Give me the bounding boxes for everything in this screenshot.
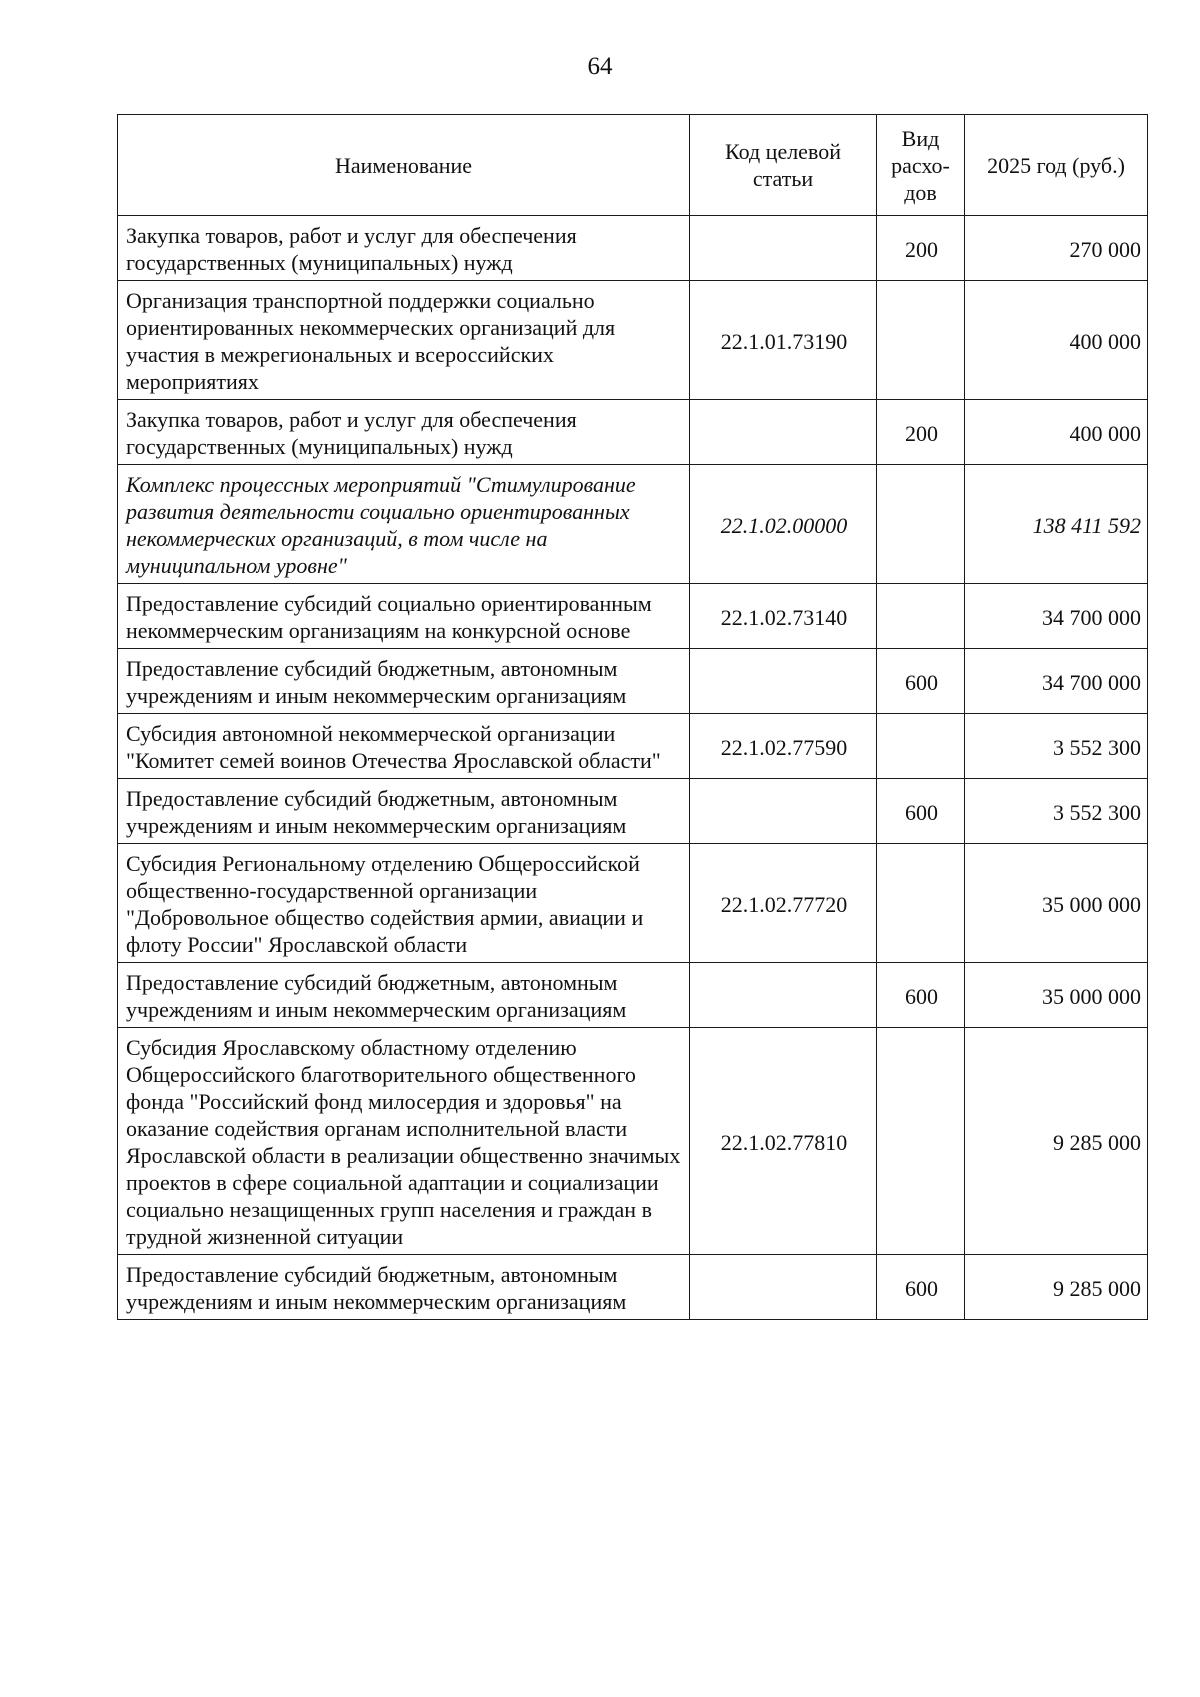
row-code-cell: 22.1.02.77720	[690, 844, 877, 963]
table-row	[118, 963, 1148, 1028]
row-kind-cell	[877, 714, 965, 779]
row-code-cell	[690, 779, 877, 844]
row-kind-cell: 200	[877, 216, 965, 281]
row-code-cell	[690, 216, 877, 281]
table-row	[118, 1028, 1148, 1255]
row-sum-cell: 9 285 000	[965, 1255, 1148, 1320]
row-code-cell: 22.1.02.77810	[690, 1028, 877, 1255]
row-code-cell	[690, 400, 877, 465]
row-kind-cell: 600	[877, 649, 965, 714]
row-name-cell: Субсидия автономной некоммерческой организации "Комитет семей воинов Отечества Ярославской области"	[118, 714, 690, 779]
header-kind: Вид расхо-дов	[877, 115, 965, 216]
table-row	[118, 779, 1148, 844]
row-code-cell: 22.1.02.00000	[690, 465, 877, 584]
table-row	[118, 281, 1148, 400]
row-sum-cell: 400 000	[965, 400, 1148, 465]
row-code-cell	[690, 649, 877, 714]
row-sum-cell: 34 700 000	[965, 584, 1148, 649]
budget-table	[117, 114, 1148, 1320]
row-name-cell: Закупка товаров, работ и услуг для обеспечения государственных (муниципальных) нужд	[118, 400, 690, 465]
header-code: Код целевой статьи	[690, 115, 877, 216]
table-body	[118, 216, 1148, 1320]
row-name-cell: Субсидия Ярославскому областному отделению Общероссийского благотворительного общественного фонда "Российский фонд милосердия и здоровья" на оказание содействия органам исполнительной власти Ярославской области в реализации общественно значимых проектов в сфере социальной адаптации и социализации социально незащищенных групп населения и граждан в трудной жизненной ситуации	[118, 1028, 690, 1255]
row-code-cell: 22.1.02.73140	[690, 584, 877, 649]
row-sum-cell: 35 000 000	[965, 844, 1148, 963]
row-code-cell	[690, 1255, 877, 1320]
row-name-cell: Предоставление субсидий бюджетным, автономным учреждениям и иным некоммерческим организациям	[118, 1255, 690, 1320]
row-code-cell: 22.1.02.77590	[690, 714, 877, 779]
row-sum-cell: 270 000	[965, 216, 1148, 281]
row-sum-cell: 35 000 000	[965, 963, 1148, 1028]
row-kind-cell	[877, 584, 965, 649]
row-name-cell: Закупка товаров, работ и услуг для обеспечения государственных (муниципальных) нужд	[118, 216, 690, 281]
row-sum-cell: 400 000	[965, 281, 1148, 400]
row-name-cell: Предоставление субсидий бюджетным, автономным учреждениям и иным некоммерческим организациям	[118, 963, 690, 1028]
header-sum: 2025 год (руб.)	[965, 115, 1148, 216]
row-name-cell: Предоставление субсидий бюджетным, автономным учреждениям и иным некоммерческим организациям	[118, 649, 690, 714]
row-kind-cell	[877, 281, 965, 400]
row-sum-cell: 9 285 000	[965, 1028, 1148, 1255]
row-kind-cell	[877, 844, 965, 963]
row-kind-cell: 600	[877, 963, 965, 1028]
table-row	[118, 400, 1148, 465]
table-header-row	[118, 115, 1148, 216]
row-name-cell: Субсидия Региональному отделению Общероссийской общественно-государственной организации "Добровольное общество содействия армии, авиации и флоту России" Ярославской области	[118, 844, 690, 963]
row-code-cell: 22.1.01.73190	[690, 281, 877, 400]
row-kind-cell	[877, 465, 965, 584]
row-name-cell: Предоставление субсидий бюджетным, автономным учреждениям и иным некоммерческим организациям	[118, 779, 690, 844]
table-row	[118, 714, 1148, 779]
row-name-cell: Предоставление субсидий социально ориентированным некоммерческим организациям на конкурсной основе	[118, 584, 690, 649]
page-number: 64	[587, 53, 613, 80]
header-name: Наименование	[118, 115, 690, 216]
table-row	[118, 465, 1148, 584]
table-row	[118, 1255, 1148, 1320]
table-row	[118, 649, 1148, 714]
row-sum-cell: 3 552 300	[965, 714, 1148, 779]
table-row	[118, 584, 1148, 649]
row-name-cell: Организация транспортной поддержки социально ориентированных некоммерческих организаций для участия в межрегиональных и всероссийских мероприятиях	[118, 281, 690, 400]
row-name-cell: Комплекс процессных мероприятий "Стимулирование развития деятельности социально ориентированных некоммерческих организаций, в том числе на муниципальном уровне"	[118, 465, 690, 584]
row-kind-cell: 600	[877, 779, 965, 844]
row-sum-cell: 34 700 000	[965, 649, 1148, 714]
row-kind-cell	[877, 1028, 965, 1255]
row-code-cell	[690, 963, 877, 1028]
row-sum-cell: 138 411 592	[965, 465, 1148, 584]
row-kind-cell: 600	[877, 1255, 965, 1320]
row-sum-cell: 3 552 300	[965, 779, 1148, 844]
table-row	[118, 844, 1148, 963]
table-row	[118, 216, 1148, 281]
row-kind-cell: 200	[877, 400, 965, 465]
